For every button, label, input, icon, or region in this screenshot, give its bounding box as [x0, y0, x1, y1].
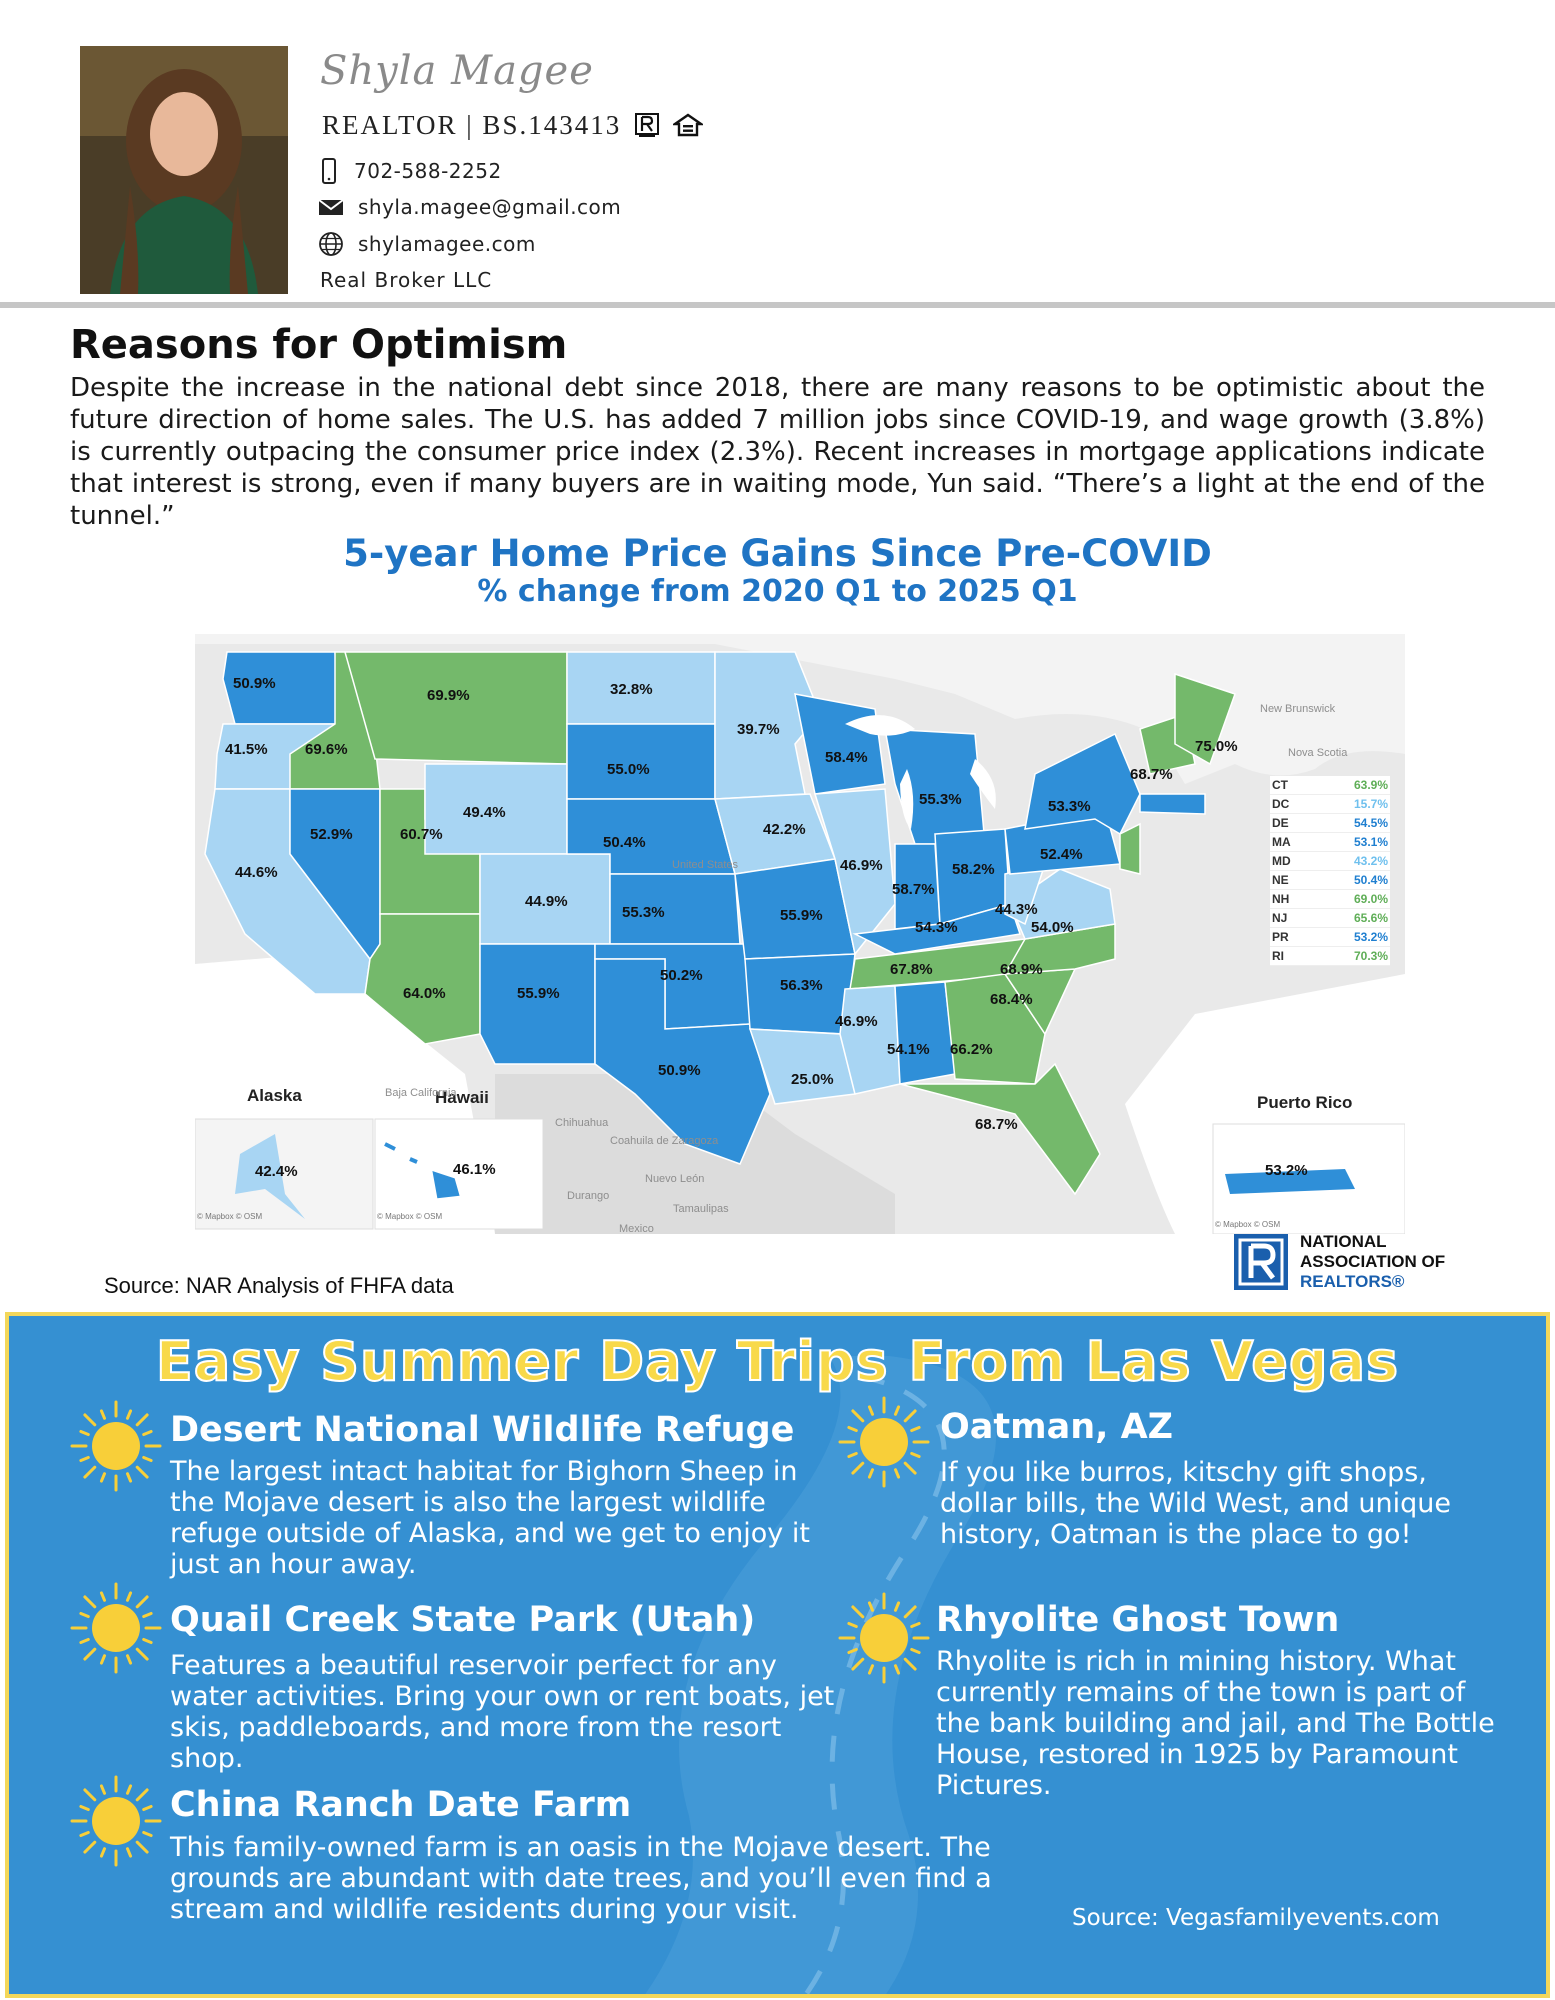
label-CA: 44.6% [235, 864, 278, 881]
small-state-value: 53.1% [1353, 835, 1388, 849]
small-state-value: 54.5% [1353, 816, 1388, 830]
small-states-table [1270, 776, 1390, 966]
small-state-row [1270, 947, 1390, 966]
article-body: Despite the increase in the national debt since 2018, there are many reasons to be optimistic about the future direction of home sales. The U.S. has added 7 million jobs since COVID-19, and wage growth (3.8%) is currently outpacing the consumer price index (2.3%). Recent increases in mortgage applications indicate that interest is strong, even if many buyers are in waiting mode, Yun said. “There’s a light at the end of the tunnel.” [70, 373, 1485, 531]
sun-icon [838, 1396, 930, 1488]
geo-mexico: Mexico [619, 1223, 654, 1234]
region-puerto-rico: Puerto Rico [1257, 1093, 1353, 1112]
sun-icon [70, 1775, 162, 1867]
small-state-row [1270, 871, 1390, 890]
small-state-value: 43.2% [1353, 854, 1388, 868]
label-MO: 55.9% [780, 907, 823, 924]
label-WV: 44.3% [995, 901, 1038, 918]
trip-heading: Desert National Wildlife Refuge [170, 1410, 795, 1450]
mail-icon [318, 197, 344, 217]
small-state-row [1270, 795, 1390, 814]
map-credit-pr: © Mapbox © OSM [1215, 1220, 1281, 1229]
brokerage-name: Real Broker LLC [320, 268, 493, 292]
label-OH: 58.2% [952, 861, 995, 878]
small-state-value: 63.9% [1353, 778, 1388, 792]
label-SC: 68.4% [990, 991, 1033, 1008]
label-HI: 46.1% [453, 1161, 496, 1178]
label-ND: 32.8% [610, 681, 653, 698]
label-WY: 49.4% [463, 804, 506, 821]
agent-title: REALTOR | BS.143413 [322, 110, 622, 140]
label-FL: 68.7% [975, 1116, 1018, 1133]
region-hawaii: Hawaii [435, 1088, 489, 1107]
header-divider [0, 302, 1555, 308]
trip-heading: Rhyolite Ghost Town [936, 1600, 1340, 1640]
small-state-row [1270, 852, 1390, 871]
sun-icon [838, 1592, 930, 1684]
website-text: shylamagee.com [358, 232, 536, 256]
geo-baja-california: Baja California [385, 1087, 457, 1099]
nar-text [1300, 1232, 1445, 1292]
small-state-row [1270, 814, 1390, 833]
label-PA: 52.4% [1040, 846, 1083, 863]
agent-photo [80, 46, 288, 294]
label-TN: 67.8% [890, 961, 933, 978]
geo-new-brunswick: New Brunswick [1260, 703, 1336, 715]
label-ID: 69.6% [305, 741, 348, 758]
map-subtitle: % change from 2020 Q1 to 2025 Q1 [477, 574, 1078, 609]
small-state-code: DE [1272, 816, 1289, 830]
article-heading: Reasons for Optimism [70, 322, 568, 368]
phone-text: 702-588-2252 [354, 159, 502, 183]
sun-icon [70, 1400, 162, 1492]
geo-durango: Durango [567, 1190, 610, 1202]
small-state-value: 50.4% [1353, 873, 1388, 887]
nar-line-2: ASSOCIATION OF [1300, 1252, 1446, 1271]
label-IA: 42.2% [763, 821, 806, 838]
geo-nuevo-leon: Nuevo León [645, 1173, 705, 1185]
label-NV: 52.9% [310, 826, 353, 843]
label-ME: 75.0% [1195, 738, 1238, 755]
label-LA: 25.0% [791, 1071, 834, 1088]
globe-icon [318, 231, 344, 257]
trip-description: This family-owned farm is an oasis in the Mojave desert. The grounds are abundant with date trees, and you’ll even find a stream and wildlife residents during your visit. [170, 1832, 992, 1925]
trips-source: Source: Vegasfamilyevents.com [1072, 1905, 1440, 1931]
small-state-code: MA [1272, 835, 1291, 849]
state-MT [345, 652, 567, 764]
label-IL: 46.9% [840, 857, 883, 874]
nar-line-3: REALTORS® [1300, 1272, 1405, 1291]
label-VA: 54.0% [1031, 919, 1074, 936]
small-state-value: 70.3% [1353, 949, 1388, 963]
small-state-row [1270, 890, 1390, 909]
label-OK: 50.2% [660, 967, 703, 984]
phone-icon [318, 158, 340, 184]
trips-title: Easy Summer Day Trips From Las Vegas [155, 1330, 1400, 1393]
contact-phone[interactable] [318, 158, 502, 184]
label-TX: 50.9% [658, 1062, 701, 1079]
label-AL: 54.1% [887, 1041, 930, 1058]
state-MA [1140, 794, 1205, 814]
small-state-code: NE [1272, 873, 1289, 887]
small-state-code: MD [1272, 854, 1291, 868]
small-state-code: DC [1272, 797, 1290, 811]
label-AK: 42.4% [255, 1163, 298, 1180]
geo-tamaulipas: Tamaulipas [673, 1203, 729, 1215]
trip-heading: Quail Creek State Park (Utah) [170, 1600, 756, 1640]
email-text: shyla.magee@gmail.com [358, 195, 622, 219]
price-gains-map [195, 634, 1405, 1234]
small-state-value: 53.2% [1353, 930, 1388, 944]
small-state-row [1270, 909, 1390, 928]
geo-nova-scotia: Nova Scotia [1288, 747, 1348, 759]
trip-heading: Oatman, AZ [940, 1407, 1174, 1447]
label-KY: 54.3% [915, 919, 958, 936]
trip-description: Features a beautiful reservoir perfect for any water activities. Bring your own or rent boats, jet skis, paddleboards, and more from the resort shop. [170, 1650, 835, 1774]
small-state-value: 65.6% [1353, 911, 1388, 925]
small-state-row [1270, 928, 1390, 947]
small-state-code: NJ [1272, 911, 1288, 925]
label-NE: 50.4% [603, 834, 646, 851]
label-AZ: 64.0% [403, 985, 446, 1002]
label-IN: 58.7% [892, 881, 935, 898]
label-NY: 53.3% [1048, 798, 1091, 815]
geo-united-states: United States [672, 859, 739, 871]
trip-description: If you like burros, kitschy gift shops, dollar bills, the Wild West, and unique history, Oatman is the place to go! [940, 1457, 1451, 1550]
label-MI: 55.3% [919, 791, 962, 808]
label-CO: 44.9% [525, 893, 568, 910]
label-VT: 68.7% [1130, 766, 1173, 783]
label-MS: 46.9% [835, 1013, 878, 1030]
agent-license-line [322, 110, 703, 141]
agent-signature: Shyla Magee [320, 48, 594, 94]
small-state-row [1270, 833, 1390, 852]
small-state-row [1270, 776, 1390, 795]
label-WA: 50.9% [233, 675, 276, 692]
small-state-value: 15.7% [1353, 797, 1388, 811]
contact-website[interactable] [318, 231, 536, 257]
map-source: Source: NAR Analysis of FHFA data [104, 1273, 454, 1298]
geo-chihuahua: Chihuahua [555, 1117, 609, 1129]
region-alaska: Alaska [247, 1086, 302, 1105]
map-credit-hawaii: © Mapbox © OSM [377, 1212, 443, 1221]
label-NC: 68.9% [1000, 961, 1043, 978]
label-UT: 60.7% [400, 826, 443, 843]
nar-r-icon [1234, 1234, 1288, 1290]
label-WI: 58.4% [825, 749, 868, 766]
label-PR: 53.2% [1265, 1162, 1308, 1179]
geo-coahuila: Coahuila de Zaragoza [610, 1135, 719, 1147]
small-state-code: NH [1272, 892, 1290, 906]
nar-line-1: NATIONAL [1300, 1232, 1387, 1251]
label-GA: 66.2% [950, 1041, 993, 1058]
small-state-code: RI [1272, 949, 1284, 963]
label-SD: 55.0% [607, 761, 650, 778]
sun-icon [70, 1582, 162, 1674]
label-AR: 56.3% [780, 977, 823, 994]
label-MT: 69.9% [427, 687, 470, 704]
label-OR: 41.5% [225, 741, 268, 758]
state-NM [480, 944, 595, 1064]
realtor-r-icon [635, 113, 659, 139]
trip-heading: China Ranch Date Farm [170, 1785, 632, 1825]
small-state-code: CT [1272, 778, 1288, 792]
equal-housing-icon [673, 113, 703, 139]
label-KS: 55.3% [622, 904, 665, 921]
trip-description: Rhyolite is rich in mining history. What currently remains of the town is part of the bank building and jail, and The Bottle House, restored in 1925 by Paramount Pictures. [936, 1646, 1495, 1801]
small-state-value: 69.0% [1353, 892, 1388, 906]
label-MN: 39.7% [737, 721, 780, 738]
contact-email[interactable] [318, 195, 621, 219]
nar-logo [1234, 1232, 1445, 1292]
map-title: 5-year Home Price Gains Since Pre-COVID [343, 532, 1212, 575]
map-credit-alaska: © Mapbox © OSM [197, 1212, 263, 1221]
trip-description: The largest intact habitat for Bighorn Sheep in the Mojave desert is also the largest wildlife refuge outside of Alaska, and we get to enjoy it just an hour away. [170, 1456, 810, 1580]
label-NM: 55.9% [517, 985, 560, 1002]
small-state-code: PR [1272, 930, 1289, 944]
